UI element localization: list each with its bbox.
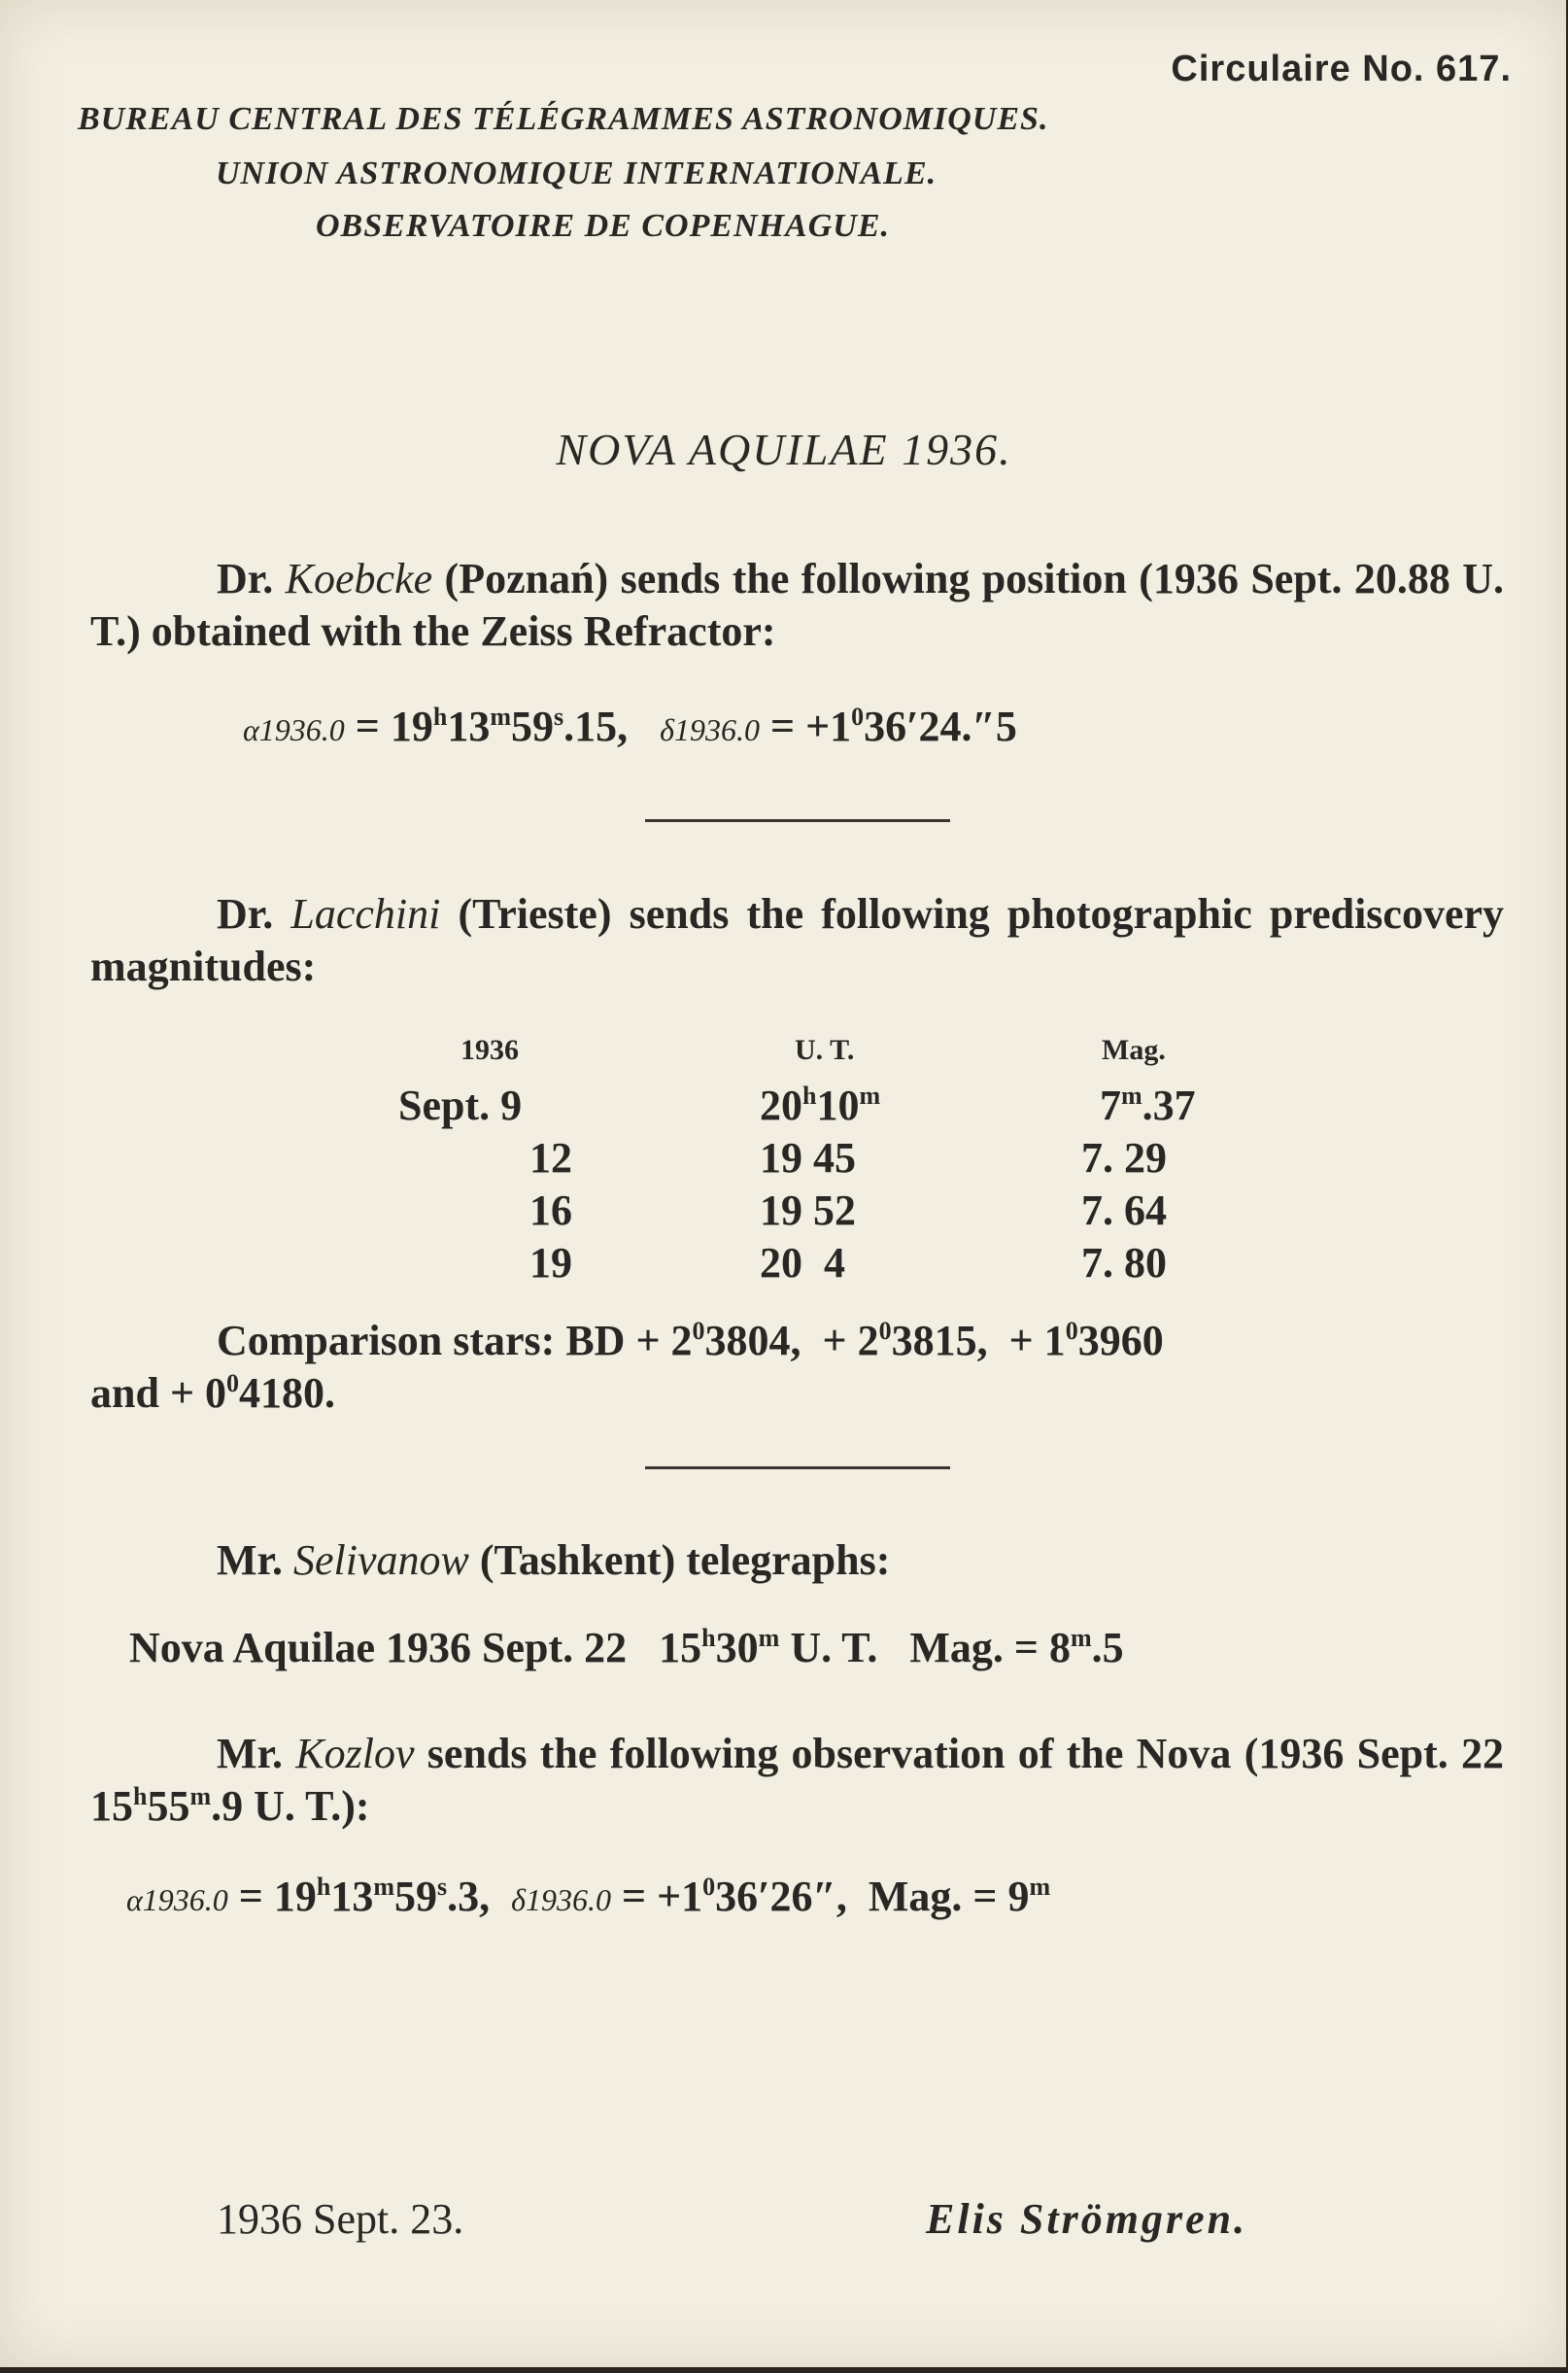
ra-s-unit: s [554, 703, 564, 731]
col-header-mag: Mag. [1102, 1034, 1166, 1066]
ra-m-unit: m [490, 703, 512, 731]
table-row-4-date: 19 [529, 1239, 572, 1287]
table-row-2-mag: 7. 29 [1081, 1134, 1167, 1182]
table-row-2-ut: 19 45 [760, 1134, 856, 1182]
table-row-2-date: 12 [529, 1134, 572, 1182]
ra-label: α1936.0 [243, 712, 345, 747]
lacchini-prefix: Dr. [217, 890, 291, 938]
comparison-stars-line-1: Comparison stars: BD + $2^03804$, + $2^03815$, + $1^03960$ [217, 1317, 1164, 1364]
ra-seconds: 59 [511, 703, 555, 750]
col-header-year: 1936 [460, 1034, 519, 1066]
kozlov-ra-label: α1936.0 [126, 1882, 228, 1917]
kozlov-paragraph: Mr. Kozlov sends the following observation of the Nova (1936 Sept. 22 15$^h$55$^m$.9 U. T.): [90, 1730, 1504, 1830]
table-row-4-ut: 20 4 [760, 1239, 845, 1287]
table-row-3-date: 16 [529, 1186, 572, 1234]
koebcke-text: (Poznań) sends the following position (1936 Sept. 20.88 U. T.) obtained with the Zeiss Refractor: [90, 555, 1505, 655]
page-title: NOVA AQUILAE 1936. [556, 425, 1012, 474]
dec-rest: 36′24.″5 [864, 703, 1017, 750]
table-row-4-mag: 7. 80 [1081, 1239, 1167, 1287]
separator-rule-2 [645, 1466, 950, 1469]
dec-label: δ1936.0 [660, 712, 761, 747]
circular-number: Circulaire No. 617. [1171, 49, 1512, 89]
table-row-3-mag: 7. 64 [1081, 1186, 1167, 1234]
koebcke-name: Koebcke [285, 555, 433, 602]
lacchini-text: (Trieste) sends the following photographic prediscovery magnitudes: [90, 890, 1504, 990]
col-header-ut: U. T. [795, 1034, 855, 1066]
table-row-1-date: Sept. 9 [398, 1082, 523, 1129]
ra-h-unit: h [432, 703, 448, 731]
koebcke-position [243, 702, 1017, 751]
selivanow-name: Selivanow [293, 1536, 469, 1584]
ra-fraction: .15, [563, 703, 629, 750]
koebcke-prefix: Dr. [217, 555, 286, 602]
lacchini-paragraph [90, 888, 1504, 993]
table-row-1-ut: 20$^h$10$^m$ [760, 1082, 881, 1129]
kozlov-name: Kozlov [295, 1730, 415, 1777]
table-row-1-mag: 7$^m$.37 [1100, 1082, 1196, 1129]
table-row-3-ut: 19 52 [760, 1186, 856, 1234]
kozlov-dec-label: δ1936.0 [511, 1882, 612, 1917]
ra-minutes: 13 [447, 703, 491, 750]
dec-deg-unit: 0 [851, 703, 865, 731]
footer-date: 1936 Sept. 23. [217, 2195, 464, 2243]
lacchini-name: Lacchini [290, 890, 441, 938]
dec-degrees: = +1 [760, 703, 852, 750]
union-header: UNION ASTRONOMIQUE INTERNATIONALE. [216, 155, 937, 191]
kozlov-position: $\alpha 1936.0 = 19^h13^m59^s.3$, $\delta 1936.0 = +1^036'26''$, Mag. = $9^m$ [126, 1873, 1051, 1920]
ra-hours: = 19 [344, 703, 433, 750]
bureau-header: BUREAU CENTRAL DES TÉLÉGRAMMES ASTRONOMIQUES. [78, 101, 1049, 137]
koebcke-paragraph [90, 553, 1504, 658]
comparison-stars-line-2: and + $0^04180$. [90, 1369, 336, 1417]
separator-rule-1 [645, 819, 950, 822]
signature: Elis Strömgren. [926, 2195, 1248, 2243]
selivanow-observation: Nova Aquilae 1936 Sept. 22 15$^h$30$^m$ U. T. Mag. = $8^m.5$ [129, 1624, 1124, 1671]
selivanow-paragraph: Mr. Selivanow (Tashkent) telegraphs: [217, 1536, 891, 1584]
observatory-header: OBSERVATOIRE DE COPENHAGUE. [316, 208, 891, 244]
